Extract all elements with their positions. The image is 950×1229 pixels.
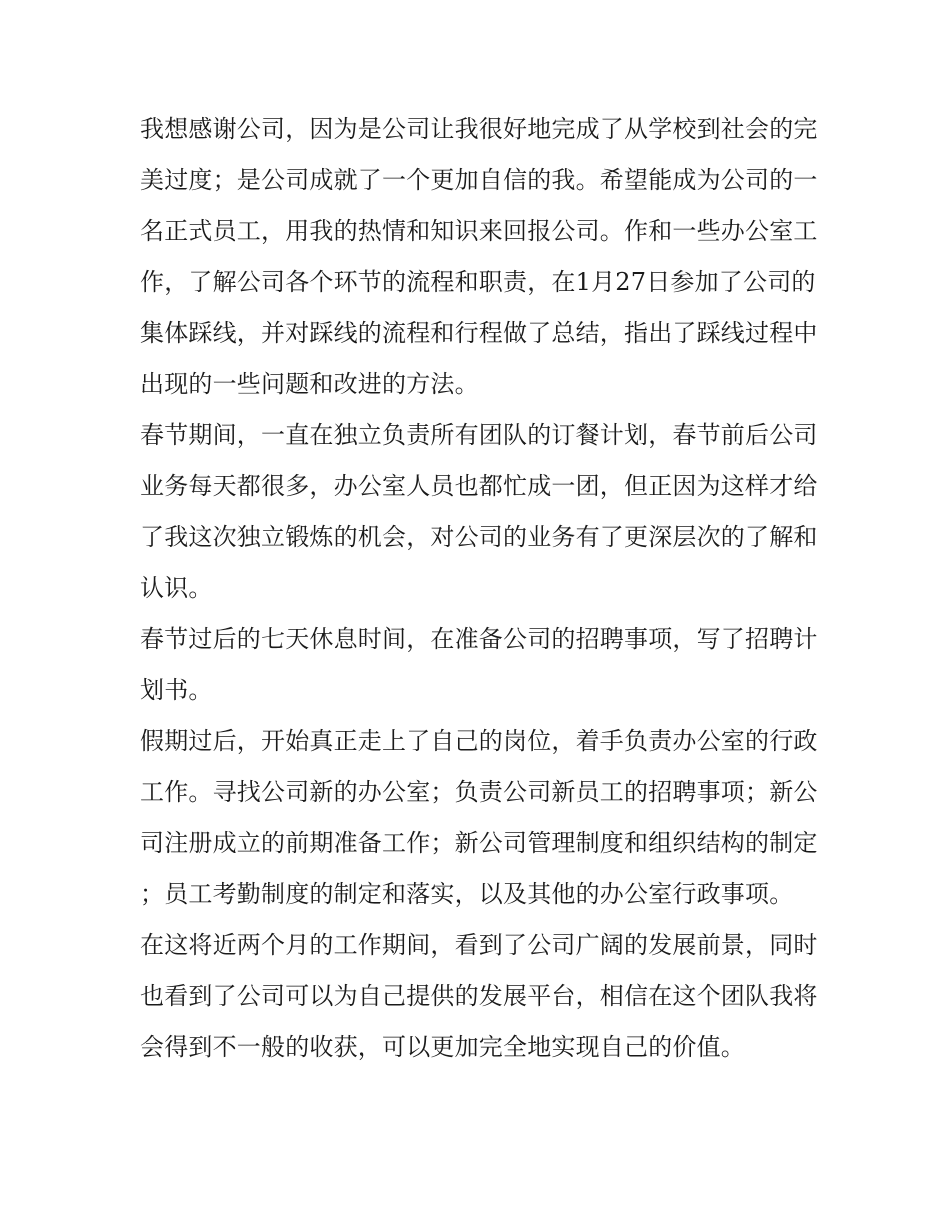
paragraph-conclusion: 在这将近两个月的工作期间，看到了公司广阔的发展前景，同时也看到了公司可以为自己提供的发展平台，相信在这个团队我将会得到不一般的收获，可以更加完全地实现自己的价值。 — [140, 931, 818, 1061]
paragraph-gratitude: 我想感谢公司，因为是公司让我很好地完成了从学校到社会的完美过度；是公司成就了一个更加自信的我。希望能成为公司的一名正式员工，用我的热情和知识来回报公司。作和一些办公室工作，了解公司各个环节的流程和职责，在1月27日参加了公司的集体踩线，并对踩线的流程和行程做了总结，指出了踩线过程中出现的一些问题和改进的方法。 — [140, 115, 818, 398]
paragraph-spring-festival: 春节期间，一直在独立负责所有团队的订餐计划，春节前后公司业务每天都很多，办公室人员也都忙成一团，但正因为这样才给了我这次独立锻炼的机会，对公司的业务有了更深层次的了解和认识。 — [140, 421, 818, 602]
document-body — [140, 104, 820, 1073]
paragraph-holiday-recruitment: 春节过后的七天休息时间，在准备公司的招聘事项，写了招聘计划书。 — [140, 625, 818, 704]
paragraph-admin-duties: 假期过后，开始真正走上了自己的岗位，着手负责办公室的行政工作。寻找公司新的办公室；负责公司新员工的招聘事项；新公司注册成立的前期准备工作；新公司管理制度和组织结构的制定；员工考勤制度的制定和落实，以及其他的办公室行政事项。 — [140, 727, 818, 908]
